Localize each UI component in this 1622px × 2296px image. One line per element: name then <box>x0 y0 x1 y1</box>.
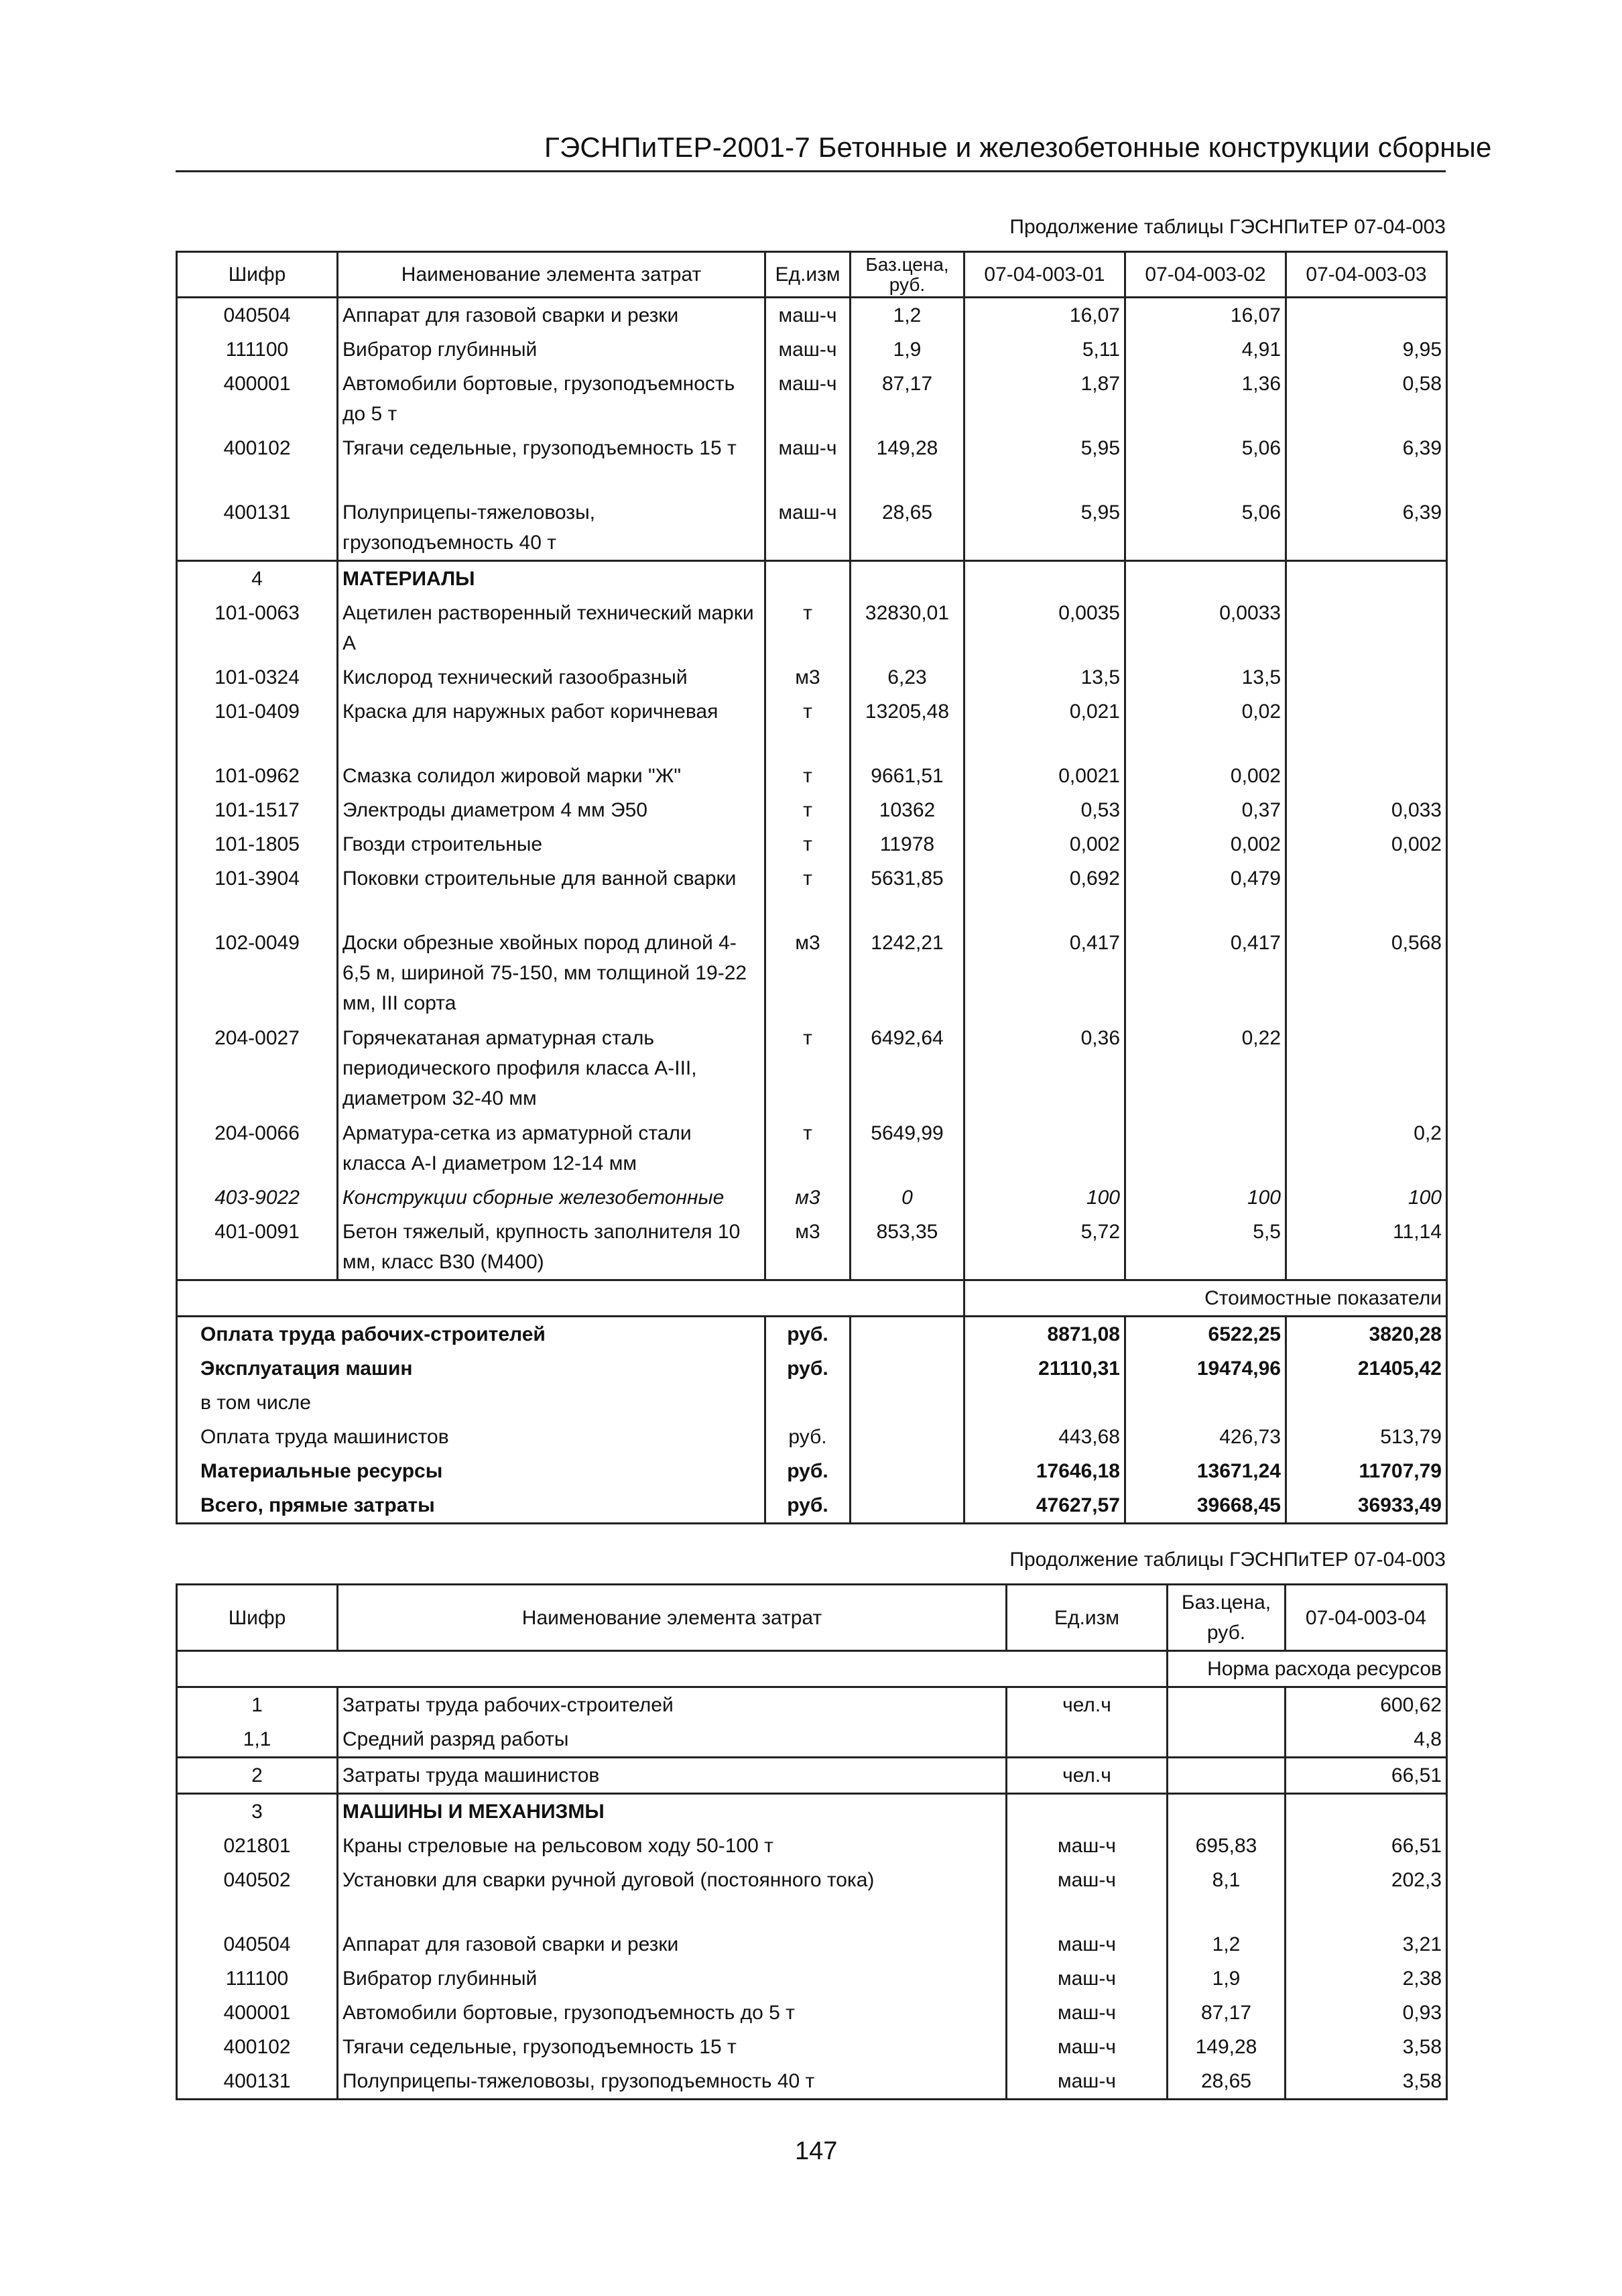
row-unit: т <box>765 596 851 660</box>
row-code: 4 <box>177 561 338 597</box>
row-value-3 <box>1286 759 1447 793</box>
th2-col4: 07-04-003-04 <box>1286 1585 1447 1651</box>
table-row <box>177 694 1447 759</box>
cost-price <box>851 1317 964 1352</box>
th2-unit: Ед.изм <box>1007 1585 1168 1651</box>
row-name: Тягачи седельные, грузоподъемность 15 т <box>338 431 765 495</box>
row-value-1: 5,72 <box>964 1215 1125 1280</box>
cost-price <box>851 1351 964 1386</box>
row-name: Гвозди строительные <box>338 827 765 861</box>
row-value-1: 0,0035 <box>964 596 1125 660</box>
row-value-1: 1,87 <box>964 367 1125 431</box>
row-code: 400131 <box>223 501 291 524</box>
row-unit: т <box>765 861 851 926</box>
row-value-2: 5,5 <box>1125 1215 1286 1280</box>
row-code: 101-3904 <box>214 867 300 890</box>
table-row <box>177 759 1447 793</box>
row-unit: маш-ч <box>765 431 851 495</box>
cost-price <box>851 1488 964 1524</box>
table1-continuation-label: Продолжение таблицы ГЭСНПиТЕР 07-04-003 <box>1009 216 1446 238</box>
row-name: Полуприцепы-тяжеловозы, грузоподъемность 40 т <box>338 495 765 561</box>
row-value-3 <box>1286 561 1447 597</box>
row-price: 10362 <box>851 793 964 827</box>
row-name: Аппарат для газовой сварки и резки <box>338 298 765 333</box>
row-value-3 <box>1286 861 1447 926</box>
row-unit: т <box>765 694 851 759</box>
row-value-3: 0,58 <box>1286 367 1447 431</box>
band-label: Норма расхода ресурсов <box>1168 1651 1447 1687</box>
row-code: 400001 <box>223 2002 291 2024</box>
row-value-4: 0,93 <box>1286 1996 1447 2030</box>
row-price <box>1168 1722 1286 1758</box>
row-code: 401-0091 <box>214 1221 300 1243</box>
row-unit <box>1007 1794 1168 1829</box>
cost-name: Материальные ресурсы <box>200 1460 443 1482</box>
row-name: Аппарат для газовой сварки и резки <box>338 1927 1007 1961</box>
table-row <box>177 495 1447 561</box>
row-price: 149,28 <box>1168 2030 1286 2064</box>
cost-unit <box>765 1386 851 1420</box>
cost-row <box>177 1488 1447 1524</box>
row-price: 5649,99 <box>851 1116 964 1181</box>
row-code: 3 <box>177 1794 338 1829</box>
table-row <box>177 1829 1447 1863</box>
row-value-2: 4,91 <box>1125 333 1286 367</box>
row-value-4: 4,8 <box>1286 1722 1447 1758</box>
cost-name: Оплата труда машинистов <box>200 1426 449 1448</box>
row-name: Автомобили бортовые, грузоподъемность до 5 т <box>338 367 765 431</box>
row-price: 5631,85 <box>851 861 964 926</box>
row-name: Бетон тяжелый, крупность заполнителя 10 мм, класс В30 (М400) <box>338 1215 765 1280</box>
th-col3: 07-04-003-03 <box>1286 252 1447 298</box>
row-code: 400102 <box>223 2036 291 2058</box>
cost-row <box>177 1454 1447 1488</box>
row-value-2: 5,06 <box>1125 431 1286 495</box>
row-unit: чел.ч <box>1007 1687 1168 1723</box>
row-price: 6492,64 <box>851 1021 964 1116</box>
cost-unit: руб. <box>765 1420 851 1454</box>
row-value-2: 0,002 <box>1125 759 1286 793</box>
row-price: 1242,21 <box>851 926 964 1021</box>
row-value-2: 0,37 <box>1125 793 1286 827</box>
row-name: Смазка солидол жировой марки "Ж" <box>338 759 765 793</box>
row-name: Полуприцепы-тяжеловозы, грузоподъемность 40 т <box>338 2064 1007 2100</box>
row-price: 28,65 <box>1168 2064 1286 2100</box>
band-row <box>177 1651 1447 1687</box>
row-code: 101-0063 <box>214 602 300 624</box>
row-value-1: 5,95 <box>964 431 1125 495</box>
table-row <box>177 298 1447 333</box>
row-code: 1,1 <box>243 1728 271 1750</box>
row-unit: т <box>765 793 851 827</box>
row-name: Краны стреловые на рельсовом ходу 50-100 т <box>338 1829 1007 1863</box>
cost-name: Всего, прямые затраты <box>200 1494 435 1516</box>
th2-code: Шифр <box>177 1585 338 1651</box>
cost-value-1 <box>964 1386 1125 1420</box>
band-row <box>177 1280 1447 1317</box>
row-code: 021801 <box>223 1835 291 1857</box>
row-price: 695,83 <box>1168 1829 1286 1863</box>
table-row <box>177 1863 1447 1927</box>
cost-price <box>851 1454 964 1488</box>
running-head: ГЭСНПиТЕР-2001-7 Бетонные и железобетонные конструкции сборные <box>544 131 1492 163</box>
row-price: 87,17 <box>851 367 964 431</box>
table-row <box>177 660 1447 694</box>
cost-value-2: 39668,45 <box>1125 1488 1286 1524</box>
row-value-2 <box>1125 561 1286 597</box>
row-value-4: 3,58 <box>1286 2030 1447 2064</box>
row-unit: м3 <box>765 1181 851 1215</box>
cost-unit: руб. <box>765 1317 851 1352</box>
row-value-2: 100 <box>1125 1181 1286 1215</box>
table-row <box>177 1996 1447 2030</box>
row-price: 87,17 <box>1168 1996 1286 2030</box>
row-name: МАТЕРИАЛЫ <box>338 561 765 597</box>
table-row <box>177 431 1447 495</box>
row-value-3 <box>1286 694 1447 759</box>
cost-value-3: 21405,42 <box>1286 1351 1447 1386</box>
row-code: 101-1517 <box>214 799 300 821</box>
row-name: Кислород технический газообразный <box>338 660 765 694</box>
cost-row <box>177 1386 1447 1420</box>
cost-price <box>851 1420 964 1454</box>
row-price: 28,65 <box>851 495 964 561</box>
row-value-3: 11,14 <box>1286 1215 1447 1280</box>
row-unit: чел.ч <box>1007 1758 1168 1794</box>
row-value-2: 0,22 <box>1125 1021 1286 1116</box>
cost-value-3 <box>1286 1386 1447 1420</box>
row-price <box>1168 1758 1286 1794</box>
row-value-4: 3,58 <box>1286 2064 1447 2100</box>
th-code: Шифр <box>177 252 338 298</box>
row-value-1: 0,002 <box>964 827 1125 861</box>
row-value-1: 0,53 <box>964 793 1125 827</box>
table-row <box>177 1722 1447 1758</box>
row-unit: маш-ч <box>1007 2064 1168 2100</box>
row-name: Затраты труда машинистов <box>338 1758 1007 1794</box>
band-blank <box>177 1651 1168 1687</box>
row-name: Электроды диаметром 4 мм Э50 <box>338 793 765 827</box>
cost-unit: руб. <box>765 1454 851 1488</box>
row-value-1: 0,0021 <box>964 759 1125 793</box>
row-value-4: 2,38 <box>1286 1961 1447 1996</box>
row-unit: маш-ч <box>765 495 851 561</box>
row-value-4: 202,3 <box>1286 1863 1447 1927</box>
row-value-3: 100 <box>1286 1181 1447 1215</box>
row-unit: маш-ч <box>1007 2030 1168 2064</box>
cost-value-2: 6522,25 <box>1125 1317 1286 1352</box>
row-value-3: 0,568 <box>1286 926 1447 1021</box>
row-code: 101-1805 <box>214 833 300 855</box>
row-price <box>1168 1687 1286 1723</box>
row-unit: маш-ч <box>765 367 851 431</box>
row-value-1: 16,07 <box>964 298 1125 333</box>
row-code: 102-0049 <box>214 932 300 954</box>
cost-value-2 <box>1125 1386 1286 1420</box>
row-value-3 <box>1286 596 1447 660</box>
th-unit: Ед.изм <box>765 252 851 298</box>
cost-row <box>177 1420 1447 1454</box>
resource-table-2 <box>176 1583 1448 2100</box>
row-price: 8,1 <box>1168 1863 1286 1927</box>
th-col2: 07-04-003-02 <box>1125 252 1286 298</box>
row-value-3: 0,002 <box>1286 827 1447 861</box>
row-name: Арматура-сетка из арматурной стали класса А-I диаметром 12-14 мм <box>338 1116 765 1181</box>
band-blank <box>177 1280 964 1317</box>
table-row <box>177 1927 1447 1961</box>
row-value-3 <box>1286 298 1447 333</box>
cost-unit: руб. <box>765 1351 851 1386</box>
row-unit: т <box>765 1116 851 1181</box>
row-unit <box>765 561 851 597</box>
table-row <box>177 1687 1447 1723</box>
cost-value-2: 426,73 <box>1125 1420 1286 1454</box>
row-value-4: 600,62 <box>1286 1687 1447 1723</box>
row-value-1: 0,417 <box>964 926 1125 1021</box>
row-value-1: 0,021 <box>964 694 1125 759</box>
row-unit: маш-ч <box>1007 1927 1168 1961</box>
band-label: Стоимостные показатели <box>964 1280 1447 1317</box>
row-name: Автомобили бортовые, грузоподъемность до 5 т <box>338 1996 1007 2030</box>
row-value-2: 0,479 <box>1125 861 1286 926</box>
row-code: 040502 <box>223 1869 291 1891</box>
row-name: Тягачи седельные, грузоподъемность 15 т <box>338 2030 1007 2064</box>
row-value-1: 100 <box>964 1181 1125 1215</box>
row-value-3: 6,39 <box>1286 495 1447 561</box>
row-value-1: 5,95 <box>964 495 1125 561</box>
row-code: 111100 <box>225 339 289 361</box>
cost-value-1: 443,68 <box>964 1420 1125 1454</box>
row-value-1 <box>964 561 1125 597</box>
row-name: Ацетилен растворенный технический марки А <box>338 596 765 660</box>
th-price: Баз.цена, руб. <box>851 252 964 298</box>
cost-value-1: 47627,57 <box>964 1488 1125 1524</box>
row-code: 111100 <box>225 1968 289 1990</box>
row-unit: т <box>765 827 851 861</box>
row-value-2: 0,0033 <box>1125 596 1286 660</box>
row-price <box>1168 1794 1286 1829</box>
row-value-2: 16,07 <box>1125 298 1286 333</box>
row-value-2: 13,5 <box>1125 660 1286 694</box>
row-unit: маш-ч <box>765 298 851 333</box>
row-price <box>851 561 964 597</box>
row-value-3: 6,39 <box>1286 431 1447 495</box>
row-value-3: 0,033 <box>1286 793 1447 827</box>
row-value-2: 1,36 <box>1125 367 1286 431</box>
row-value-4: 3,21 <box>1286 1927 1447 1961</box>
cost-row <box>177 1317 1447 1352</box>
row-unit <box>1007 1722 1168 1758</box>
cost-name: в том числе <box>200 1392 311 1414</box>
table-row <box>177 596 1447 660</box>
row-code: 400102 <box>223 437 291 459</box>
row-unit: м3 <box>765 926 851 1021</box>
row-value-1 <box>964 1116 1125 1181</box>
th2-price: Баз.цена, руб. <box>1168 1585 1286 1651</box>
row-name: МАШИНЫ И МЕХАНИЗМЫ <box>338 1794 1007 1829</box>
row-name: Средний разряд работы <box>338 1722 1007 1758</box>
table-row <box>177 1794 1447 1829</box>
row-price: 1,9 <box>851 333 964 367</box>
row-name: Горячекатаная арматурная сталь периодического профиля класса А-III, диаметром 32-40 мм <box>338 1021 765 1116</box>
row-price: 9661,51 <box>851 759 964 793</box>
cost-value-3: 36933,49 <box>1286 1488 1447 1524</box>
row-unit: т <box>765 759 851 793</box>
table-row <box>177 1215 1447 1280</box>
row-unit: маш-ч <box>1007 1829 1168 1863</box>
row-code: 400131 <box>223 2070 291 2092</box>
row-code: 403-9022 <box>214 1187 300 1209</box>
row-price: 853,35 <box>851 1215 964 1280</box>
row-value-3 <box>1286 660 1447 694</box>
cost-unit: руб. <box>765 1488 851 1524</box>
table-row <box>177 1181 1447 1215</box>
row-value-1: 5,11 <box>964 333 1125 367</box>
row-name: Поковки строительные для ванной сварки <box>338 861 765 926</box>
cost-value-1: 21110,31 <box>964 1351 1125 1386</box>
row-value-3: 0,2 <box>1286 1116 1447 1181</box>
cost-value-3: 3820,28 <box>1286 1317 1447 1352</box>
table-row <box>177 926 1447 1021</box>
resource-table-1 <box>176 251 1448 1524</box>
row-value-1: 0,36 <box>964 1021 1125 1116</box>
row-price: 149,28 <box>851 431 964 495</box>
table-row <box>177 793 1447 827</box>
table-row <box>177 827 1447 861</box>
th-name: Наименование элемента затрат <box>338 252 765 298</box>
row-unit: маш-ч <box>1007 1996 1168 2030</box>
row-value-4 <box>1286 1794 1447 1829</box>
row-name: Краска для наружных работ коричневая <box>338 694 765 759</box>
row-value-1: 13,5 <box>964 660 1125 694</box>
row-code: 040504 <box>223 1933 291 1955</box>
row-value-2 <box>1125 1116 1286 1181</box>
table-row <box>177 1116 1447 1181</box>
row-code: 101-0409 <box>214 701 300 723</box>
row-value-4: 66,51 <box>1286 1758 1447 1794</box>
page-number: 147 <box>795 2137 838 2165</box>
row-price: 1,9 <box>1168 1961 1286 1996</box>
row-value-2: 0,002 <box>1125 827 1286 861</box>
row-unit: м3 <box>765 1215 851 1280</box>
row-code: 040504 <box>223 304 291 326</box>
row-value-1: 0,692 <box>964 861 1125 926</box>
row-code: 1 <box>251 1694 263 1716</box>
table-row <box>177 561 1447 597</box>
table-row <box>177 1021 1447 1116</box>
row-value-4: 66,51 <box>1286 1829 1447 1863</box>
table-row <box>177 1961 1447 1996</box>
row-code: 204-0066 <box>214 1122 300 1144</box>
row-value-2: 5,06 <box>1125 495 1286 561</box>
table-row <box>177 2030 1447 2064</box>
table-row <box>177 1758 1447 1794</box>
row-unit: маш-ч <box>1007 1863 1168 1927</box>
row-code: 204-0027 <box>214 1027 300 1049</box>
row-unit: м3 <box>765 660 851 694</box>
row-name: Вибратор глубинный <box>338 333 765 367</box>
cost-value-2: 13671,24 <box>1125 1454 1286 1488</box>
row-price: 1,2 <box>1168 1927 1286 1961</box>
row-price: 32830,01 <box>851 596 964 660</box>
row-unit: т <box>765 1021 851 1116</box>
row-value-3: 9,95 <box>1286 333 1447 367</box>
table-row <box>177 2064 1447 2100</box>
row-price: 6,23 <box>851 660 964 694</box>
cost-value-3: 513,79 <box>1286 1420 1447 1454</box>
cost-name: Эксплуатация машин <box>200 1357 413 1380</box>
row-code: 2 <box>177 1758 338 1794</box>
row-name: Вибратор глубинный <box>338 1961 1007 1996</box>
cost-value-1: 8871,08 <box>964 1317 1125 1352</box>
table-row <box>177 861 1447 926</box>
row-name: Конструкции сборные железобетонные <box>338 1181 765 1215</box>
row-price: 13205,48 <box>851 694 964 759</box>
table-row <box>177 333 1447 367</box>
cost-value-2: 19474,96 <box>1125 1351 1286 1386</box>
row-name: Доски обрезные хвойных пород длиной 4-6,5 м, шириной 75-150, мм толщиной 19-22 мм, III сорта <box>338 926 765 1021</box>
row-unit: маш-ч <box>765 333 851 367</box>
row-price: 1,2 <box>851 298 964 333</box>
row-code: 101-0962 <box>214 765 300 787</box>
row-price: 0 <box>851 1181 964 1215</box>
row-name: Установки для сварки ручной дуговой (постоянного тока) <box>338 1863 1007 1927</box>
row-code: 101-0324 <box>214 666 300 688</box>
header-rule <box>176 170 1446 172</box>
cost-row <box>177 1351 1447 1386</box>
row-value-2: 0,02 <box>1125 694 1286 759</box>
th-col1: 07-04-003-01 <box>964 252 1125 298</box>
row-name: Затраты труда рабочих-строителей <box>338 1687 1007 1723</box>
row-value-3 <box>1286 1021 1447 1116</box>
row-unit: маш-ч <box>1007 1961 1168 1996</box>
cost-value-1: 17646,18 <box>964 1454 1125 1488</box>
th2-name: Наименование элемента затрат <box>338 1585 1007 1651</box>
table-row <box>177 367 1447 431</box>
cost-name: Оплата труда рабочих-строителей <box>200 1323 546 1345</box>
table2-continuation-label: Продолжение таблицы ГЭСНПиТЕР 07-04-003 <box>1009 1549 1446 1571</box>
row-code: 400001 <box>223 373 291 395</box>
row-value-2: 0,417 <box>1125 926 1286 1021</box>
cost-value-3: 11707,79 <box>1286 1454 1447 1488</box>
cost-price <box>851 1386 964 1420</box>
row-price: 11978 <box>851 827 964 861</box>
